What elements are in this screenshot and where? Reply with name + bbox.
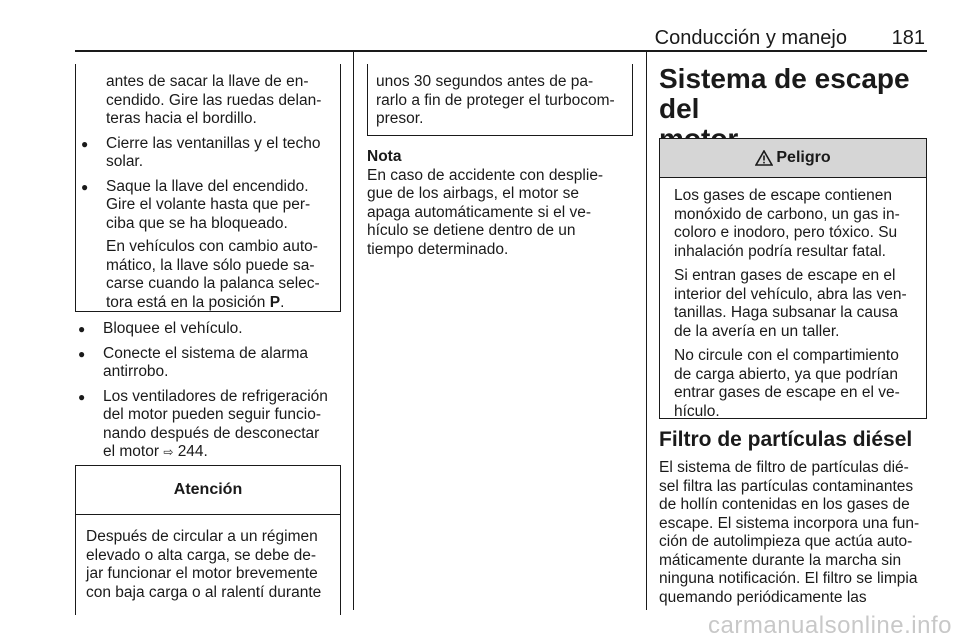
attention-title: Atención xyxy=(76,466,340,515)
note-block xyxy=(367,148,633,259)
text-line: Después de circular a un régimen xyxy=(86,528,318,545)
paragraph: No circule con el compartimiento de carga abierto, ya que podrían entrar gases de escape en el ve- hículo. xyxy=(674,347,900,420)
list-item: ● Los ventiladores de refrigeración del motor pueden seguir funcio- nando después de desconectar el motor ⇨ 244. xyxy=(75,388,341,462)
attention-box-continued xyxy=(367,64,633,136)
page-reference-link[interactable]: 244. xyxy=(177,443,208,460)
text-line: rarlo a fin de proteger el turbocom- xyxy=(376,91,615,109)
danger-title: Peligro xyxy=(776,149,831,166)
watermark: carmanualsonline.info xyxy=(708,612,952,639)
text-line: unos 30 segundos antes de pa- xyxy=(376,73,594,90)
list-item: ● Bloquee el vehículo. xyxy=(75,320,341,339)
note-title: Nota xyxy=(367,148,402,165)
paragraph: Si entran gases de escape en el interior del vehículo, abra las ven- tanillas. Haga subsanar la causa de la avería en un taller. xyxy=(674,267,907,340)
text-line: teras hacia el bordillo. xyxy=(106,110,257,127)
paragraph: En vehículos con cambio auto- mático, la llave sólo puede sa- carse cuando la palanca selec- tora está en la posición P. xyxy=(106,238,320,311)
danger-box xyxy=(659,138,927,419)
text-line: con baja carga o al ralentí durante xyxy=(86,583,322,601)
list-item: ● Conecte el sistema de alarma antirrobo. xyxy=(75,345,341,382)
paragraph: Los gases de escape contienen monóxido de carbono, un gas in- coloro e inodoro, pero tóxico. Su inhalación podría resultar fatal. xyxy=(674,187,900,260)
text-line: antes de sacar la llave de en- xyxy=(106,73,309,90)
section-title: Sistema de escape del xyxy=(659,63,910,124)
warning-triangle-icon xyxy=(755,150,773,166)
text-line: de hollín contenidas en los gases de xyxy=(659,496,910,513)
page-header xyxy=(75,26,927,52)
column-divider xyxy=(353,52,354,610)
list-item: ● Saque la llave del encendido. Gire el volante hasta que per- ciba que se ha bloqueado. xyxy=(78,178,340,234)
text-line: tiempo determinado. xyxy=(367,240,509,258)
text-line: jar funcionar el motor brevemente xyxy=(86,565,318,582)
text-line: gue de los airbags, el motor se xyxy=(367,185,579,202)
subsection-block xyxy=(659,428,927,607)
continued-note-box xyxy=(75,64,341,312)
text-line: sel filtra las partículas contaminantes xyxy=(659,477,914,495)
text-line: quemando periódicamente las xyxy=(659,588,867,606)
text-line: ción de autolimpieza que actúa auto- xyxy=(659,533,913,550)
text-line: máticamente durante la marcha sin xyxy=(659,551,902,569)
gear-position-p: P xyxy=(269,293,281,311)
text-line: apaga automáticamente si el ve- xyxy=(367,203,592,221)
text-line: escape. El sistema incorpora una fun- xyxy=(659,514,920,532)
column-divider xyxy=(646,52,647,610)
attention-box xyxy=(75,465,341,615)
text-line: El sistema de filtro de partículas dié- xyxy=(659,459,909,476)
danger-header xyxy=(660,139,926,178)
list-item: ● Cierre las ventanillas y el techo solar. xyxy=(78,135,340,172)
chapter-title: Conducción y manejo xyxy=(654,27,847,49)
text-line: cendido. Gire las ruedas delan- xyxy=(106,91,322,109)
subsection-title: Filtro de partículas diésel xyxy=(659,428,913,451)
page-reference-icon: ⇨ xyxy=(163,445,174,459)
page-number: 181 xyxy=(891,27,925,49)
text-line: elevado o alta carga, se debe de- xyxy=(86,546,317,564)
text-line: En caso de accidente con desplie- xyxy=(367,166,604,184)
text-line: ninguna notificación. El filtro se limpia xyxy=(659,570,918,587)
text-line: presor. xyxy=(376,110,424,127)
text-line: hículo se detiene dentro de un xyxy=(367,222,576,239)
column-1-body xyxy=(75,320,341,462)
